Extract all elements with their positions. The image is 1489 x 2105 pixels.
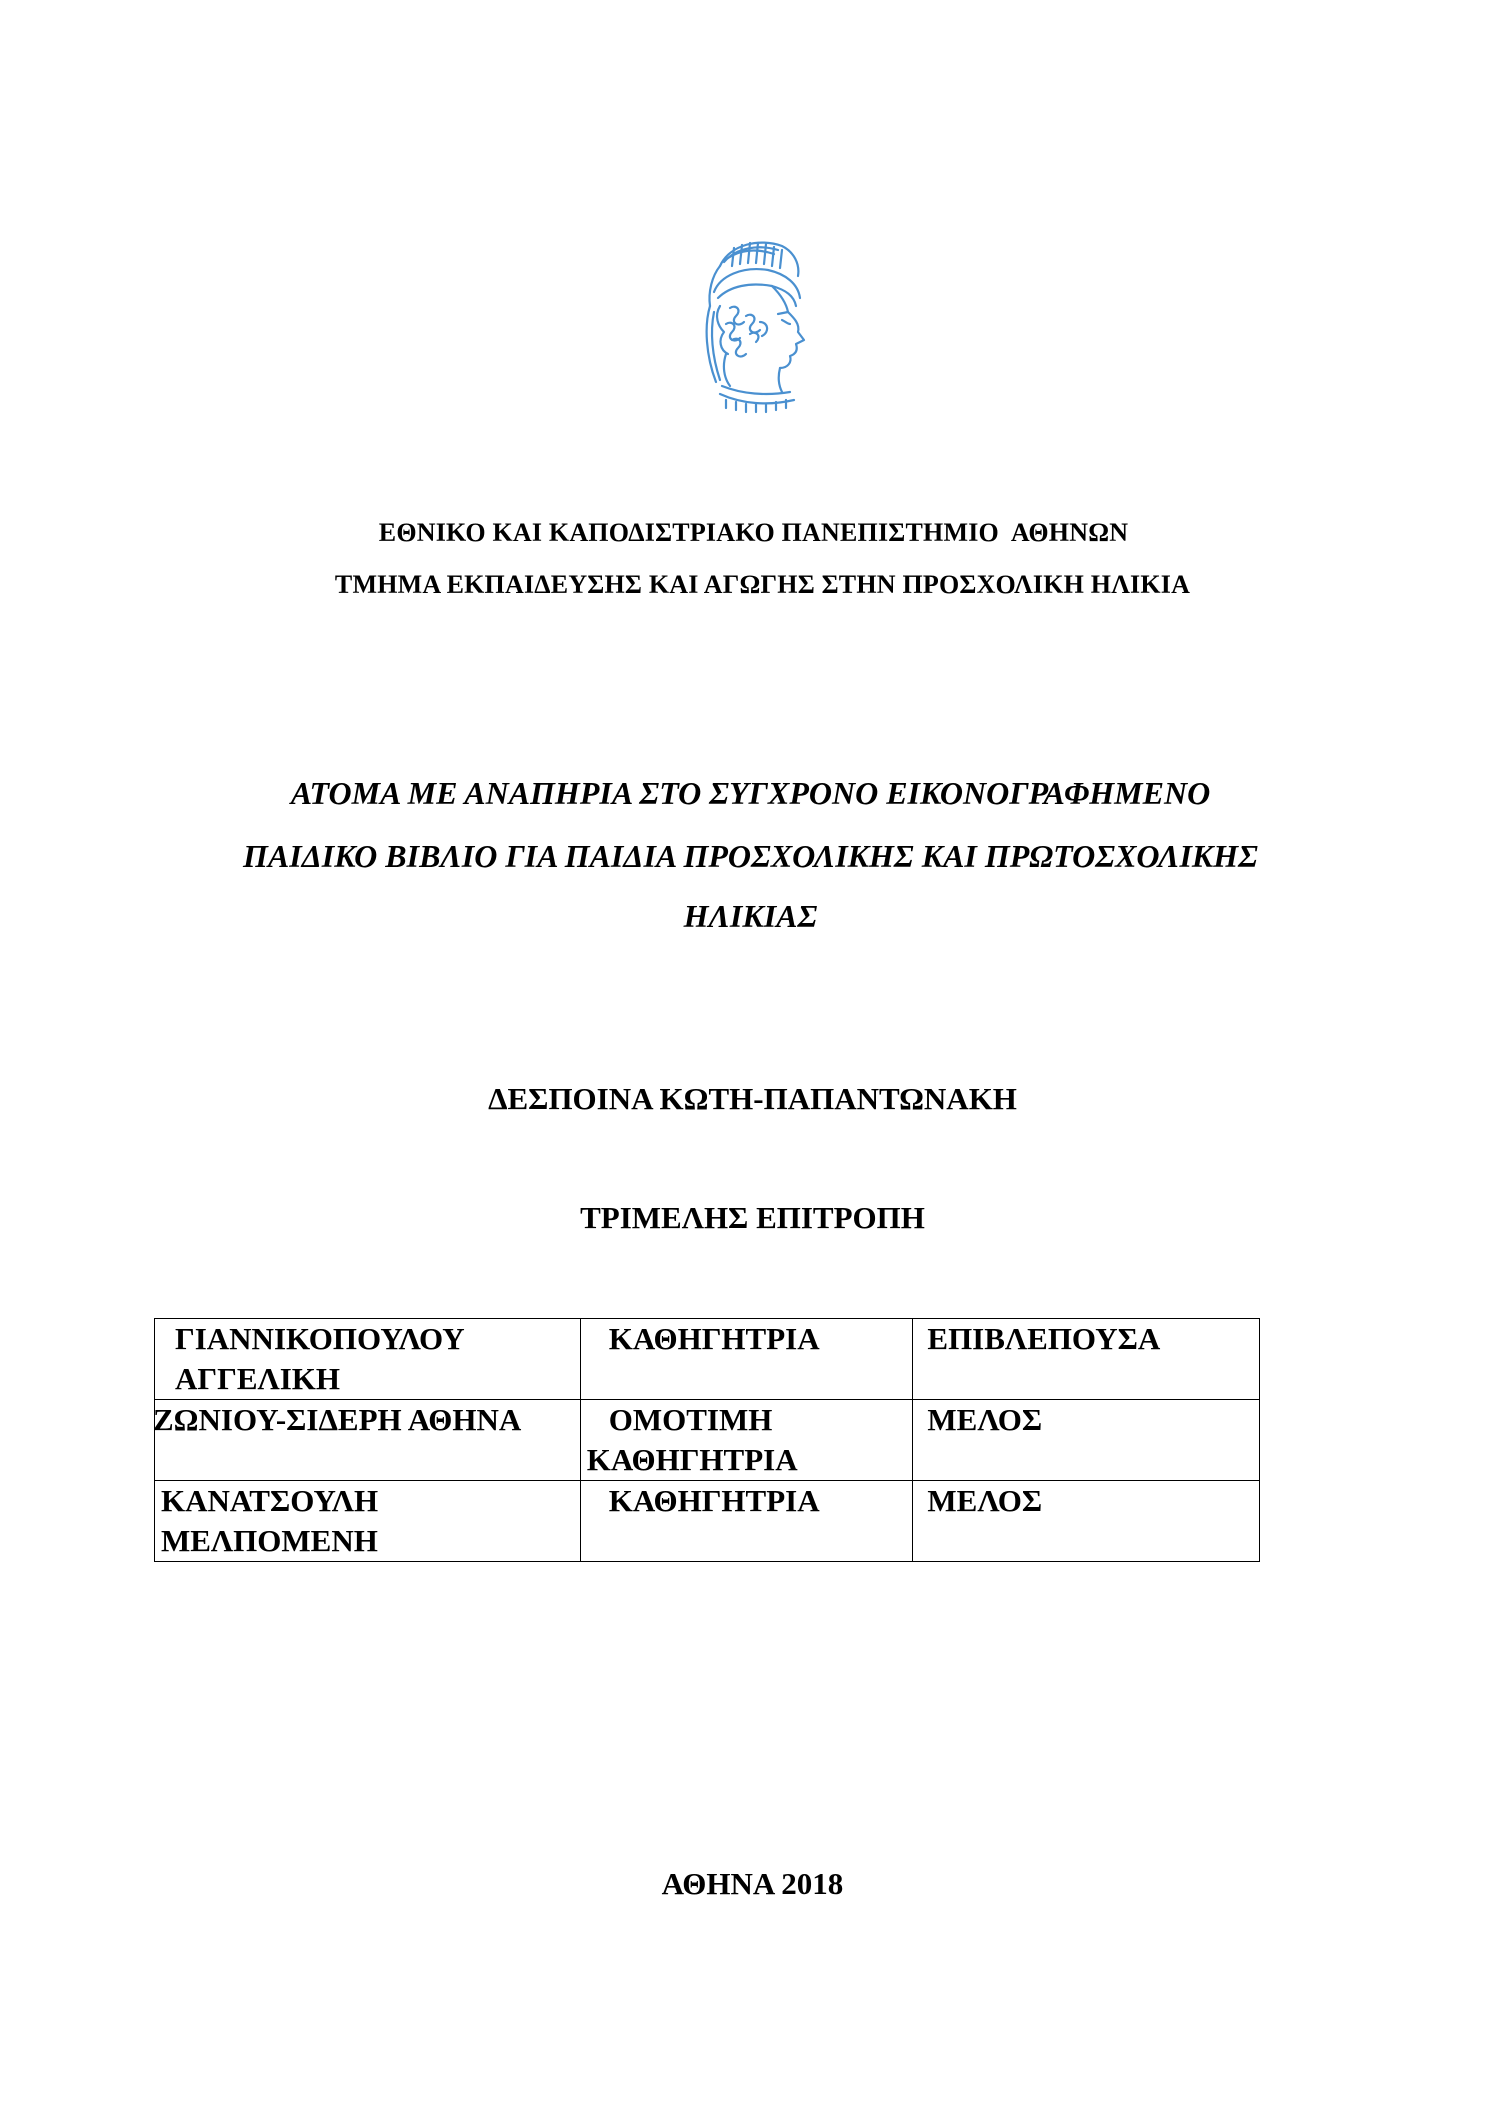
- member-rank-cell: [580, 1481, 913, 1562]
- member-name-cell: [155, 1400, 581, 1481]
- member-role-cell: [913, 1400, 1260, 1481]
- member-name-cell: [155, 1319, 581, 1400]
- university-name: ΕΘΝΙΚΟ ΚΑΙ ΚΑΠΟΔΙΣΤΡΙΑΚΟ ΠΑΝΕΠΙΣΤΗΜΙΟ ΑΘΗΝΩΝ: [378, 518, 1129, 547]
- member-role-cell: [913, 1481, 1260, 1562]
- committee-table: [154, 1318, 1260, 1562]
- member-name-line: ΓΙΑΝΝΙΚΟΠΟΥΛΟΥ: [175, 1321, 465, 1356]
- member-name-cell: [155, 1481, 581, 1562]
- author-name: ΔΕΣΠΟΙΝΑ ΚΩΤΗ-ΠΑΠΑΝΤΩΝΑΚΗ: [488, 1081, 1017, 1116]
- member-name-line: ΜΕΛΠΟΜΕΝΗ: [161, 1523, 378, 1558]
- athena-head-emblem-icon: [690, 236, 818, 414]
- member-rank: ΚΑΘΗΓΗΤΡΙΑ: [608, 1321, 820, 1356]
- member-role-cell: [913, 1319, 1260, 1400]
- member-rank: ΟΜΟΤΙΜΗ: [608, 1402, 773, 1437]
- thesis-title-line-3: ΗΛΙΚΙΑΣ: [683, 898, 818, 934]
- department-name: ΤΜΗΜΑ ΕΚΠΑΙΔΕΥΣΗΣ ΚΑΙ ΑΓΩΓΗΣ ΣΤΗΝ ΠΡΟΣΧΟΛΙΚΗ ΗΛΙΚΙΑ: [334, 570, 1191, 599]
- member-rank-cell: [580, 1400, 913, 1481]
- table-row: [155, 1319, 1260, 1400]
- member-rank: ΚΑΘΗΓΗΤΡΙΑ: [586, 1442, 798, 1477]
- member-name-line: ΖΩΝΙΟΥ-ΣΙΔΕΡΗ ΑΘΗΝΑ: [153, 1402, 522, 1437]
- member-role: ΜΕΛΟΣ: [927, 1483, 1043, 1518]
- thesis-title-line-1: ΑΤΟΜΑ ΜΕ ΑΝΑΠΗΡΙΑ ΣΤΟ ΣΥΓΧΡΟΝΟ ΕΙΚΟΝΟΓΡΑΦΗΜΕΝΟ: [290, 775, 1211, 811]
- member-name-line: ΚΑΝΑΤΣΟΥΛΗ: [161, 1483, 379, 1518]
- table-row: [155, 1481, 1260, 1562]
- member-name-line: ΑΓΓΕΛΙΚΗ: [175, 1361, 341, 1396]
- city-year: ΑΘΗΝΑ 2018: [661, 1866, 844, 1901]
- member-rank-cell: [580, 1319, 913, 1400]
- member-role: ΜΕΛΟΣ: [927, 1402, 1043, 1437]
- thesis-title-line-2: ΠΑΙΔΙΚΟ ΒΙΒΛΙΟ ΓΙΑ ΠΑΙΔΙΑ ΠΡΟΣΧΟΛΙΚΗΣ ΚΑΙ ΠΡΩΤΟΣΧΟΛΙΚΗΣ: [243, 838, 1258, 874]
- member-rank: ΚΑΘΗΓΗΤΡΙΑ: [608, 1483, 820, 1518]
- member-role: ΕΠΙΒΛΕΠΟΥΣΑ: [927, 1321, 1161, 1356]
- committee-heading: ΤΡΙΜΕΛΗΣ ΕΠΙΤΡΟΠΗ: [580, 1200, 925, 1235]
- table-row: [155, 1400, 1260, 1481]
